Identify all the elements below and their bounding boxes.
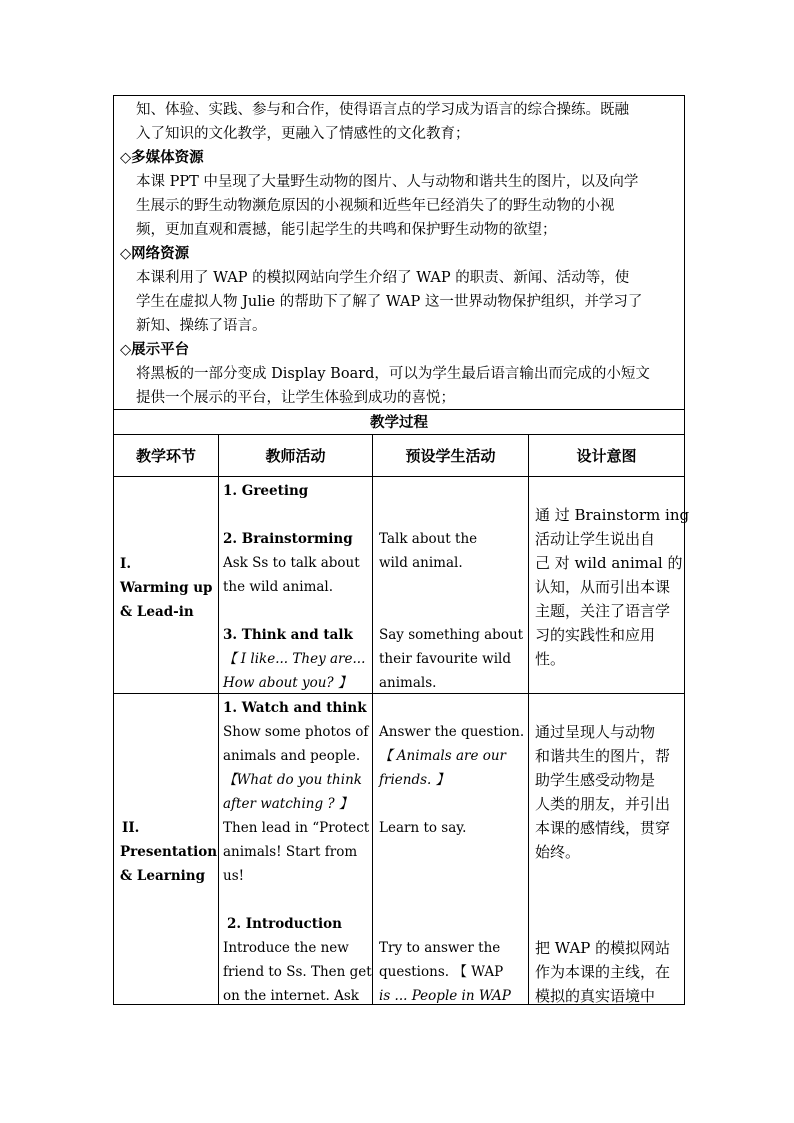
student-activity: is ... People in WAP bbox=[379, 988, 511, 1004]
display-heading: ◇展示平台 bbox=[120, 341, 190, 358]
teacher-activity: friend to Ss. Then get bbox=[223, 964, 372, 980]
teacher-activity: on the internet. Ask bbox=[223, 988, 359, 1004]
row-divider bbox=[114, 476, 684, 477]
teacher-activity: Introduce the new bbox=[223, 940, 349, 956]
student-activity: questions. 【 WAP bbox=[379, 964, 504, 980]
teaching-process-title: 教学过程 bbox=[114, 410, 684, 435]
student-activity: friends. 】 bbox=[379, 772, 450, 788]
stage-label: & Learning bbox=[120, 868, 206, 884]
design-intent: 模拟的真实语境中 bbox=[535, 987, 656, 1005]
design-intent: 人类的朋友，并引出 bbox=[535, 795, 671, 813]
design-intent: 和谐共生的图片，帮 bbox=[535, 747, 671, 765]
teacher-activity: 1. Watch and think bbox=[223, 700, 367, 716]
network-line: 学生在虚拟人物 Julie 的帮助下了解了 WAP 这一世界动物保护组织，并学习了 bbox=[136, 294, 643, 310]
display-line: 将黑板的一部分变成 Display Board，可以为学生最后语言输出而完成的小短文 bbox=[136, 366, 650, 382]
teacher-activity: 1. Greeting bbox=[223, 483, 309, 499]
design-intent: 性。 bbox=[535, 650, 566, 668]
student-activity: Try to answer the bbox=[379, 940, 501, 956]
design-intent: 通 过 Brainstorm ing bbox=[535, 506, 690, 524]
network-heading: ◇网络资源 bbox=[120, 245, 190, 262]
student-activity: animals. bbox=[379, 675, 437, 691]
row-divider bbox=[114, 693, 684, 694]
intro-line: 知、体验、实践、参与和合作，使得语言点的学习成为语言的综合操练。既融 bbox=[136, 102, 629, 118]
student-activity: Say something about bbox=[379, 627, 524, 643]
header-teacher: 教师活动 bbox=[265, 447, 326, 465]
stage-label: I. bbox=[120, 556, 132, 572]
network-line: 本课利用了 WAP 的模拟网站向学生介绍了 WAP 的职责、新闻、活动等，使 bbox=[136, 270, 630, 286]
design-intent: 认知，从而引出本课 bbox=[535, 578, 671, 596]
multimedia-heading: ◇多媒体资源 bbox=[120, 149, 204, 166]
teacher-activity: animals! Start from bbox=[223, 844, 358, 860]
column-divider bbox=[372, 435, 373, 1004]
intro-line: 入了知识的文化教学，更融入了情感性的文化教育； bbox=[136, 126, 470, 142]
design-intent: 活动让学生说出自 bbox=[535, 530, 656, 548]
stage-label: II. bbox=[122, 820, 140, 836]
design-intent: 助学生感受动物是 bbox=[535, 771, 656, 789]
design-intent: 通过呈现人与动物 bbox=[535, 723, 656, 741]
student-activity: 【 Animals are our bbox=[379, 748, 506, 764]
design-intent: 本课的感情线，贯穿 bbox=[535, 819, 671, 837]
stage-label: Warming up bbox=[120, 580, 213, 596]
stage-label: Presentation bbox=[120, 844, 218, 860]
teacher-activity: Ask Ss to talk about bbox=[223, 555, 360, 571]
lesson-plan-table bbox=[113, 95, 690, 1005]
stage-label: & Lead-in bbox=[120, 604, 194, 620]
teacher-activity: animals and people. bbox=[223, 748, 361, 764]
teacher-activity: after watching ? 】 bbox=[223, 796, 353, 812]
student-activity: Talk about the bbox=[379, 531, 478, 547]
teacher-activity: 【 I like... They are... bbox=[223, 651, 366, 667]
teacher-activity: the wild animal. bbox=[223, 579, 334, 595]
teacher-activity: 3. Think and talk bbox=[223, 627, 353, 643]
multimedia-line: 频，更加直观和震撼，能引起学生的共鸣和保护野生动物的欲望； bbox=[136, 222, 557, 238]
network-line: 新知、操练了语言。 bbox=[136, 318, 267, 334]
teacher-activity: 【What do you think bbox=[223, 772, 362, 788]
header-intent: 设计意图 bbox=[576, 447, 637, 465]
design-intent: 始终。 bbox=[535, 843, 581, 861]
resources-section bbox=[114, 96, 684, 410]
header-stage: 教学环节 bbox=[135, 447, 196, 465]
student-activity: Answer the question. bbox=[379, 724, 525, 740]
teacher-activity: Show some photos of bbox=[223, 724, 369, 740]
teacher-activity: 2. Brainstorming bbox=[223, 531, 353, 547]
student-activity: their favourite wild bbox=[379, 651, 511, 667]
teacher-activity: How about you? 】 bbox=[223, 675, 352, 691]
design-intent: 主题，关注了语言学 bbox=[535, 602, 671, 620]
column-divider bbox=[528, 435, 529, 1004]
display-line: 提供一个展示的平台，让学生体验到成功的喜悦； bbox=[136, 390, 455, 406]
multimedia-line: 生展示的野生动物濒危原因的小视频和近些年已经消失了的野生动物的小视 bbox=[136, 198, 615, 214]
teacher-activity: us! bbox=[223, 868, 245, 884]
column-divider bbox=[218, 435, 219, 1004]
teacher-activity: Then lead in “Protect bbox=[223, 820, 370, 836]
student-activity: wild animal. bbox=[379, 555, 463, 571]
teacher-activity: 2. Introduction bbox=[227, 916, 342, 932]
student-activity: Learn to say. bbox=[379, 820, 467, 836]
design-intent: 把 WAP 的模拟网站 bbox=[535, 939, 671, 957]
design-intent: 习的实践性和应用 bbox=[535, 626, 656, 644]
design-intent: 作为本课的主线，在 bbox=[535, 963, 671, 981]
design-intent: 己 对 wild animal 的 bbox=[535, 554, 683, 572]
multimedia-line: 本课 PPT 中呈现了大量野生动物的图片、人与动物和谐共生的图片，以及向学 bbox=[136, 174, 639, 190]
header-student: 预设学生活动 bbox=[405, 447, 496, 465]
